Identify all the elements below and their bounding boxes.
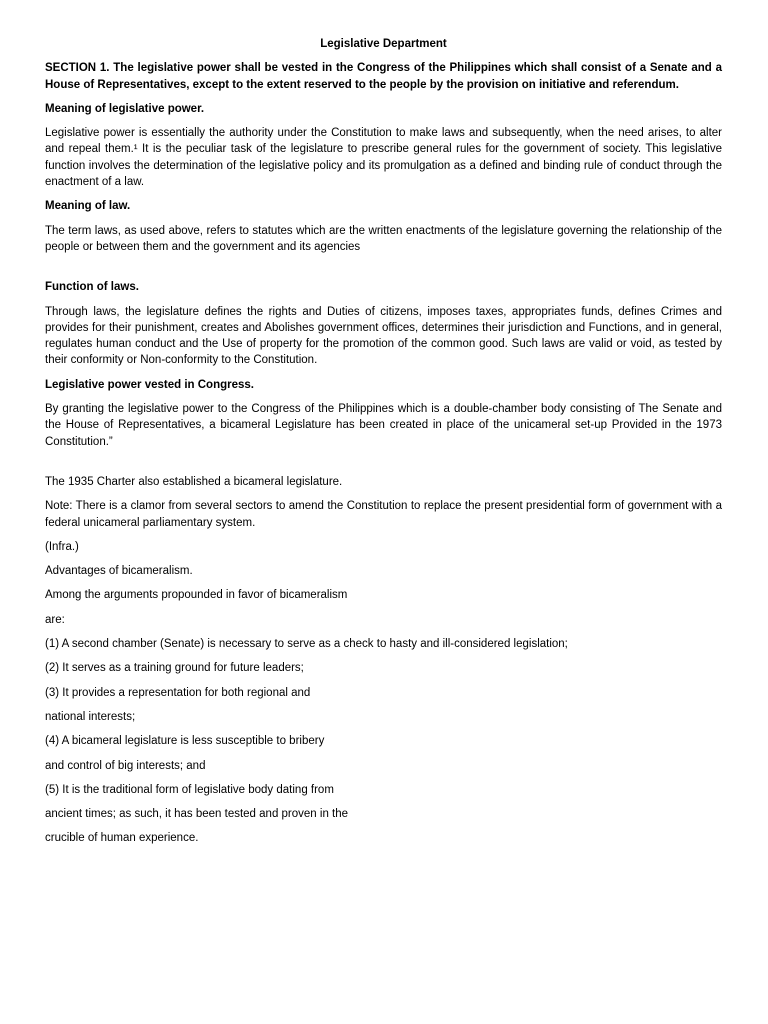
text-line: Advantages of bicameralism. (45, 565, 193, 578)
text-line: ancient times; as such, it has been tested and proven in the (45, 808, 349, 821)
text-line: crucible of human experience. (45, 832, 199, 845)
text-line: (2) It serves as a training ground for future leaders; (45, 662, 304, 675)
heading-function-of-laws: Function of laws. (45, 281, 139, 294)
text-line: and control of big interests; and (45, 759, 206, 772)
heading-meaning-of-legislative-power: Meaning of legislative power. (45, 102, 205, 115)
paragraph-note: Note: There is a clamor from several sectors to amend the Constitution to replace the present presidential form of government with a federal unicameral parliamentary system. (45, 500, 722, 529)
paragraph-meaning-of-law: The term laws, as used above, refers to statutes which are the written enactments of the legislature governing the relationship of the people or between them and the government and its agencies (45, 224, 722, 253)
text-line: (Infra.) (45, 540, 79, 553)
spacer (45, 263, 722, 279)
text-line: are: (45, 613, 65, 626)
spacer (45, 458, 722, 474)
paragraph-legislative-power-vested: By granting the legislative power to the Congress of the Philippines which is a double-chamber body consisting of The Senate and the House of Representatives, a bicameral Legislature has been created in place of the unicameral set-up Provided in the 1973 Constitution.” (45, 403, 722, 448)
text-line: Among the arguments propounded in favor of bicameralism (45, 589, 348, 602)
paragraph-1935-charter: The 1935 Charter also established a bicameral legislature. (45, 475, 343, 488)
heading-legislative-power-vested: Legislative power vested in Congress. (45, 378, 254, 391)
paragraph-meaning-of-legislative-power: Legislative power is essentially the authority under the Constitution to make laws and subsequently, when the need arises, to alter and repeal them.¹ It is the peculiar task of the legislature to prescribe general rules for the government of society. This legislative function involves the determination of the legislative policy and its promulgation as a defined and binding rule of conduct through the enactment of a law. (45, 127, 722, 189)
paragraph-function-of-laws: Through laws, the legislature defines the rights and Duties of citizens, imposes taxes, appropriates funds, defines Crimes and provides for their punishment, creates and Abolishes government offices, determines their jurisdiction and Functions, and in general, regulates human conduct and the Use of property for the promotion of the common good. Such laws are valid or void, as tested by their conformity or Non-conformity to the Constitution. (45, 305, 722, 367)
page-title: Legislative Department (320, 38, 447, 50)
section-1-text: SECTION 1. The legislative power shall be vested in the Congress of the Philippines which shall consist of a Senate and a House of Representatives, except to the extent reserved to the people by the provision on initiative and referendum. (45, 62, 722, 91)
text-line: national interests; (45, 710, 136, 723)
text-line: (4) A bicameral legislature is less susceptible to bribery (45, 735, 325, 748)
text-line: (1) A second chamber (Senate) is necessary to serve as a check to hasty and ill-considered legislation; (45, 638, 568, 651)
text-line: (5) It is the traditional form of legislative body dating from (45, 783, 334, 796)
text-line: (3) It provides a representation for both regional and (45, 686, 311, 699)
document-body (45, 36, 722, 855)
heading-meaning-of-law: Meaning of law. (45, 200, 131, 213)
